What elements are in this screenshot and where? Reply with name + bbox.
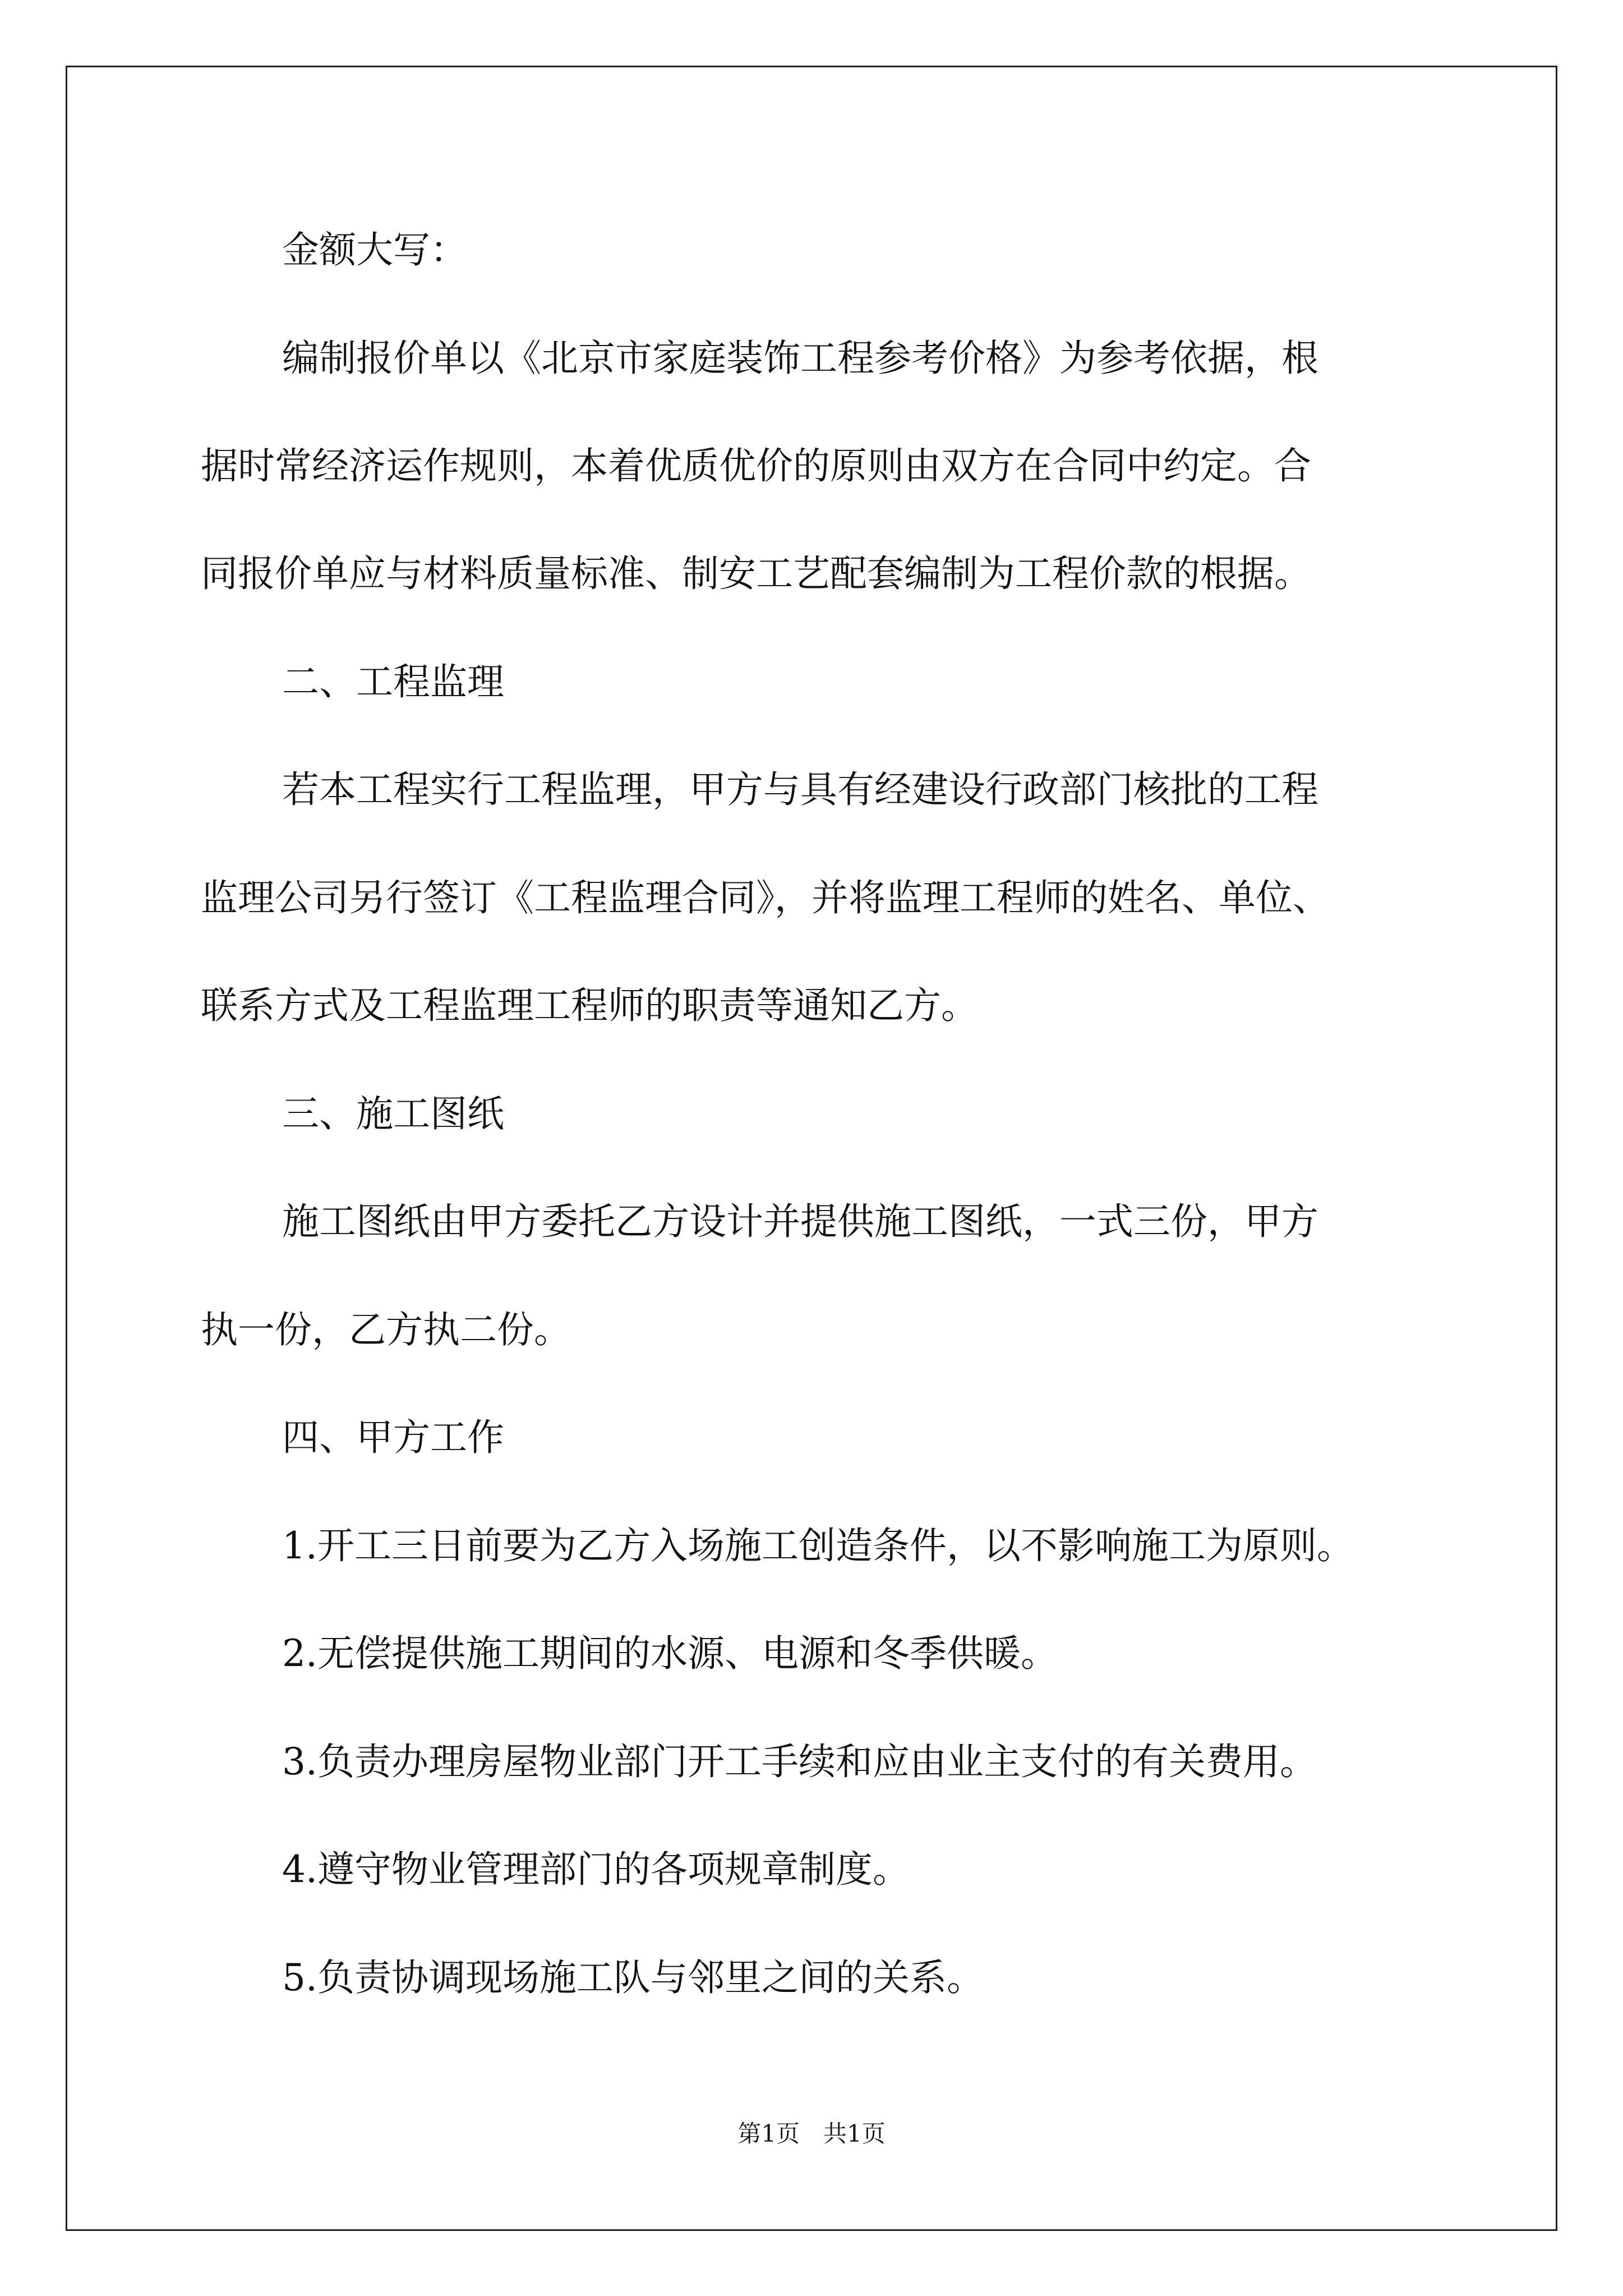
section-heading: 二、工程监理 <box>282 660 504 703</box>
page-border <box>66 66 1557 2231</box>
paragraph-line: 若本工程实行工程监理，甲方与具有经建设行政部门核批的工程 <box>282 768 1318 811</box>
list-item: 4.遵守物业管理部门的各项规章制度。 <box>282 1848 910 1891</box>
page-footer: 第1页 共1页 <box>737 2120 886 2147</box>
section-heading: 三、施工图纸 <box>282 1092 504 1135</box>
list-item: 3.负责办理房屋物业部门开工手续和应由业主支付的有关费用。 <box>282 1740 1317 1783</box>
paragraph-line: 执一份，乙方执二份。 <box>201 1308 571 1351</box>
paragraph-line: 施工图纸由甲方委托乙方设计并提供施工图纸，一式三份，甲方 <box>282 1200 1318 1243</box>
paragraph-line: 据时常经济运作规则，本着优质优价的原则由双方在合同中约定。合 <box>201 444 1311 487</box>
list-item: 2.无偿提供施工期间的水源、电源和冬季供暖。 <box>282 1632 1058 1675</box>
paragraph-line: 同报价单应与材料质量标准、制安工艺配套编制为工程价款的根据。 <box>201 552 1311 595</box>
paragraph-line: 监理公司另行签订《工程监理合同》，并将监理工程师的姓名、单位、 <box>201 876 1330 919</box>
paragraph-line: 编制报价单以《北京市家庭装饰工程参考价格》为参考依据，根 <box>282 337 1318 380</box>
list-item: 5.负责协调现场施工队与邻里之间的关系。 <box>282 1956 984 1999</box>
section-heading: 四、甲方工作 <box>282 1416 504 1459</box>
paragraph-line: 联系方式及工程监理工程师的职责等通知乙方。 <box>201 984 978 1027</box>
list-item: 1.开工三日前要为乙方入场施工创造条件，以不影响施工为原则。 <box>282 1524 1354 1567</box>
amount-capital-label: 金额大写： <box>282 228 467 272</box>
